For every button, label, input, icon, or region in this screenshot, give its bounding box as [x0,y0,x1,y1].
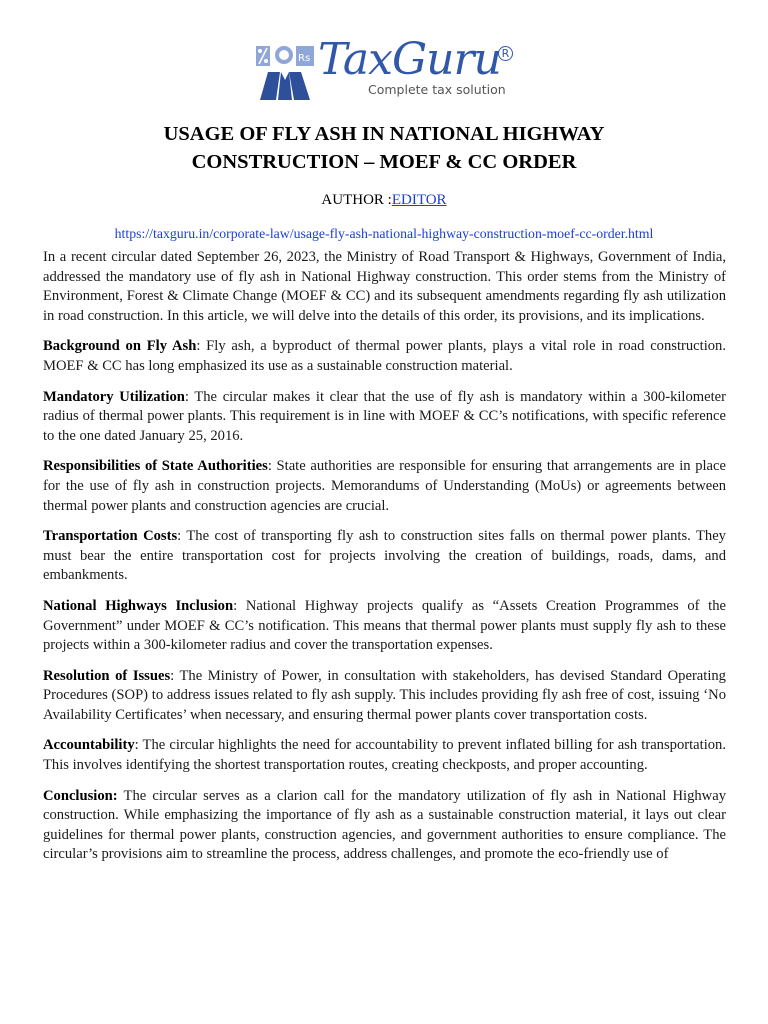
paragraph-text: : The cost of transporting fly ash to construction sites falls on thermal power plants. They must bear the entire transportation cost for projects involving the creation of buildings, roads, dams, and embankments. [43,528,726,584]
article-paragraph [43,736,726,775]
paragraph-heading: Transportation Costs [43,528,178,545]
paragraph-text: The circular serves as a clarion call for the mandatory utilization of fly ash in National Highway construction. While emphasizing the importance of fly ash as a sustainable construction material, it lays out clear guidelines for thermal power plants, construction agencies, and government authorities to ensure compliance. The circular’s provisions aim to streamline the process, address challenges, and promote the eco-friendly use of [43,787,726,863]
article-paragraph [43,388,726,447]
paragraph-heading: Mandatory Utilization [43,388,185,405]
paragraph-heading: National Highways Inclusion [43,597,234,614]
article-paragraph [43,527,726,586]
author-link[interactable]: EDITOR [391,192,447,208]
article-paragraph [43,457,726,516]
paragraph-text: : The circular makes it clear that the use of fly ash is mandatory within a 300-kilometer radius of thermal power plants. This requirement is in line with MOEF & CC’s notifications, with specific reference to the one dated January 25, 2016. [43,388,726,444]
article-title [0,120,768,176]
taxguru-logo-mark-icon [254,44,318,102]
article-url-link[interactable]: https://taxguru.in/corporate-law/usage-fly-ash-national-highway-construction-moef-cc-order.html [114,226,654,241]
paragraph-text: : State authorities are responsible for ensuring that arrangements are in place for the use of fly ash in construction projects. Memorandums of Understanding (MoUs) or agreements between thermal power plants and construction agencies are crucial. [43,458,726,514]
paragraph-heading: Conclusion: [43,787,118,804]
article-title-line-1: USAGE OF FLY ASH IN NATIONAL HIGHWAY [163,123,605,145]
paragraph-text: In a recent circular dated September 26, 2023, the Ministry of Road Transport & Highways, Government of India, addressed the mandatory use of fly ash in National Highway construction. This order stems from the Ministry of Environment, Forest & Climate Change (MOEF & CC) and its subsequent amendments regarding fly ash utilization in road construction. In this article, we will delve into the details of this order, its provisions, and its implications. [43,249,726,324]
registered-mark: R [498,46,513,61]
article-paragraph [43,787,726,865]
logo-mark-text: Rs [298,53,311,64]
article-body [43,248,726,876]
article-paragraph [43,597,726,656]
paragraph-heading: Responsibilities of State Authorities [43,458,268,475]
paragraph-text: : The circular highlights the need for accountability to prevent inflated billing for ash transportation. This involves identifying the shortest transportation routes, creating checkposts, and proper accounting. [43,737,726,774]
article-paragraph [43,337,726,376]
taxguru-logo[interactable] [252,34,522,106]
logo-wordmark: TaxGuru [318,34,501,85]
paragraph-text: : Fly ash, a byproduct of thermal power plants, plays a vital role in road construction. MOEF & CC has long emphasized its use as a sustainable construction material. [43,338,726,374]
paragraph-heading: Accountability [43,737,135,754]
article-paragraph [43,667,726,726]
paragraph-text: : The Ministry of Power, in consultation with stakeholders, has devised Standard Operating Procedures (SOP) to address issues related to fly ash supply. This includes providing fly ash free of cost, issuing ‘No Availability Certificates’ when necessary, and ensuring thermal power plants cover transportation costs. [43,667,726,723]
paragraph-heading: Resolution of Issues [43,667,171,684]
paragraph-heading: Background on Fly Ash [43,338,197,355]
author-label: AUTHOR : [321,192,392,208]
logo-tagline: Complete tax solution [368,82,506,97]
article-paragraph [43,248,726,326]
paragraph-text: : National Highway projects qualify as “Assets Creation Programmes of the Government” under MOEF & CC’s notification. This means that thermal power plants must supply fly ash to these projects within a 300-kilometer radius and cover the transportation expenses. [43,597,726,654]
article-title-line-2: CONSTRUCTION – MOEF & CC ORDER [191,151,577,173]
author-line [0,192,768,209]
